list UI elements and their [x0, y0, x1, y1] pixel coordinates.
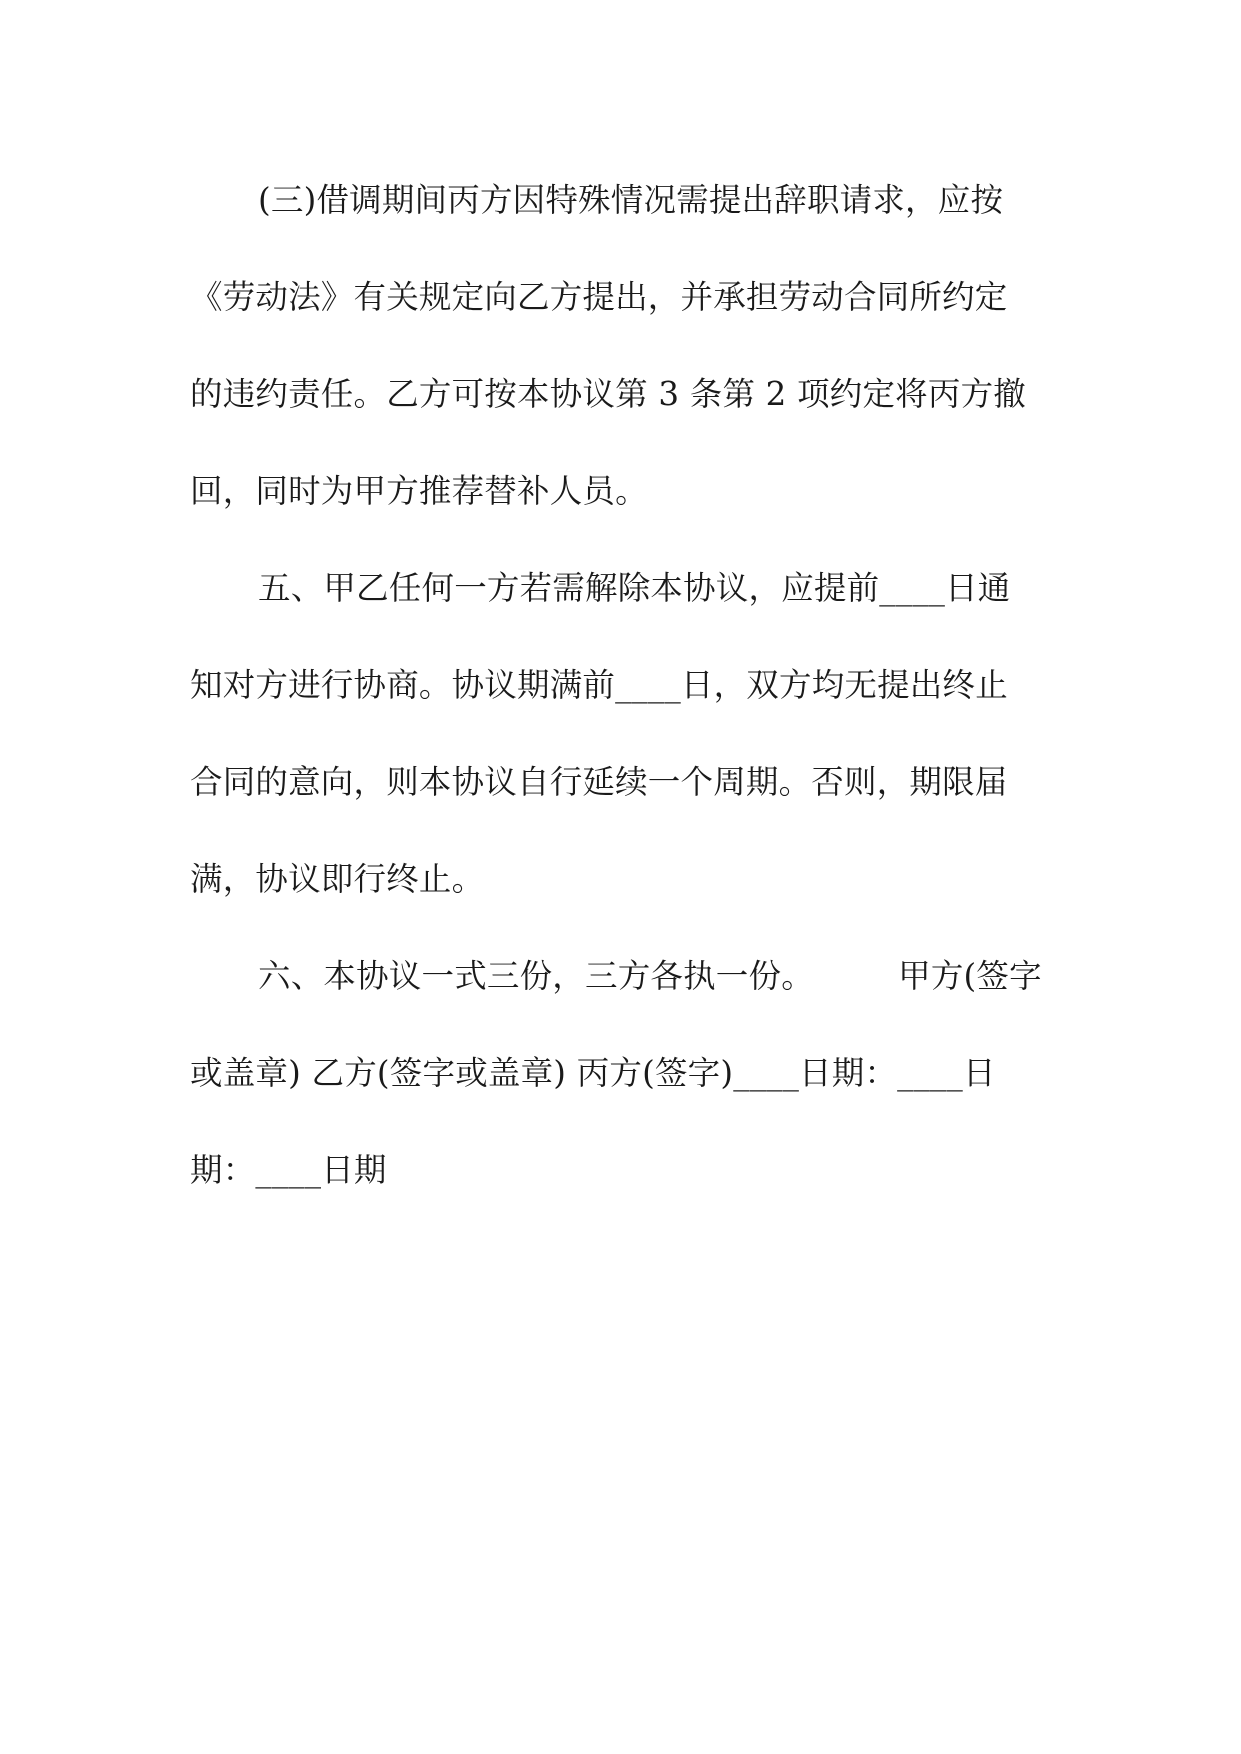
paragraph-line: 《劳动法》有关规定向乙方提出，并承担劳动合同所约定 — [190, 278, 1008, 316]
paragraph-line: 五、甲乙任何一方若需解除本协议，应提前____日通 — [258, 569, 1011, 607]
paragraph-line: 六、本协议一式三份，三方各执一份。 甲方(签字 — [258, 957, 1042, 995]
paragraph-line: 回，同时为甲方推荐替补人员。 — [190, 472, 648, 510]
paragraph-line: 知对方进行协商。协议期满前____日，双方均无提出终止 — [190, 666, 1008, 704]
paragraph-line: 期：____日期 — [190, 1151, 387, 1189]
paragraph-line: 合同的意向，则本协议自行延续一个周期。否则，期限届 — [190, 763, 1008, 801]
paragraph-line: 的违约责任。乙方可按本协议第 3 条第 2 项约定将丙方撤 — [190, 375, 1026, 413]
paragraph-line: 满，协议即行终止。 — [190, 860, 485, 898]
paragraph-line: (三)借调期间丙方因特殊情况需提出辞职请求，应按 — [258, 181, 1004, 219]
paragraph-line: 或盖章) 乙方(签字或盖章) 丙方(签字)____日期：____日 — [190, 1054, 996, 1092]
